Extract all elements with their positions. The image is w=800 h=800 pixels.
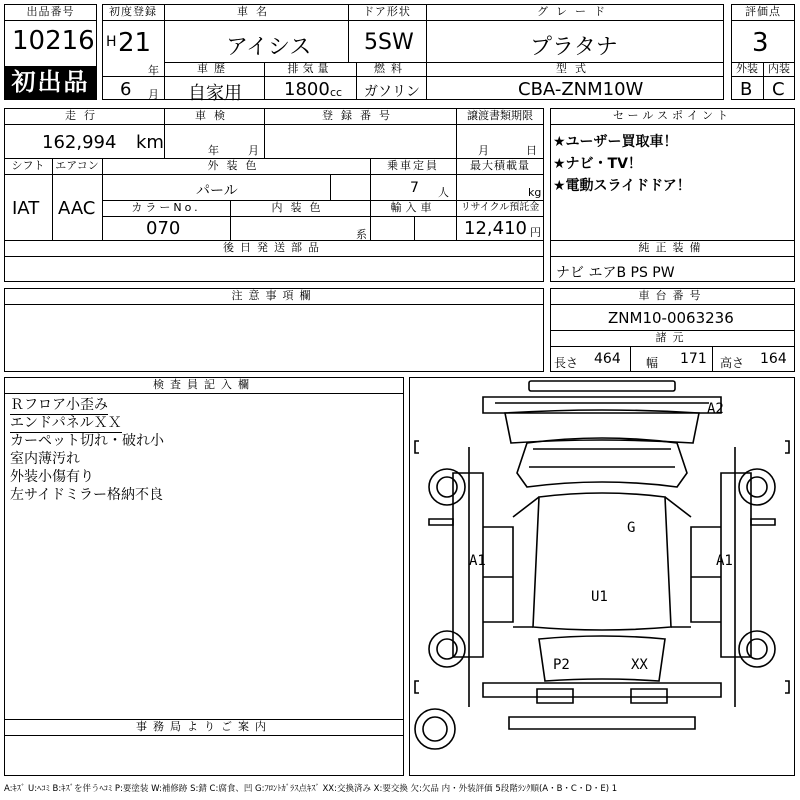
sales-item: ★ナビ・TV！ [553,156,642,172]
mark-xx: XX [631,657,648,673]
mark-a1-left: A1 [469,553,486,569]
ac-label: エアコン [55,159,99,172]
mark-p2: P2 [553,657,570,673]
mark-a2: A2 [707,401,724,417]
ext-score: B [740,79,753,100]
recycle-amount: 12,410 [464,218,527,239]
seats: 7 [410,180,419,196]
load-unit: kg [528,186,542,199]
seats-label: 乗車定員 [387,159,439,172]
era: H [106,34,117,50]
door-type: 5SW [364,30,414,55]
color: パール [196,183,238,199]
chassis-label: 車台番号 [638,289,707,302]
transfer-month: 月 [478,144,489,157]
reg-year: 21 [118,28,152,58]
fuel: ガソリン [364,84,420,100]
sales-item: ★電動スライドドア！ [553,178,691,194]
equipment-value: ナビ エアB PS PW [556,265,675,281]
length-label: 長さ [554,356,579,370]
mark-g: G [627,520,636,536]
first-listing-badge: 初出品 [5,66,96,99]
displacement: 1800 [284,79,330,100]
equipment-label: 純正装備 [638,241,707,254]
sales-label: セールスポイント [612,109,732,122]
km-unit: km [136,132,164,153]
mileage-label: 走行 [65,109,103,122]
first-reg-label: 初度登録 [109,5,157,18]
legend: A:ｷｽﾞ U:ﾍｺﾐ B:ｷｽﾞを伴うﾍｺﾐ P:要塗装 W:補修跡 S:錆 C:腐食、凹 G:ﾌﾛﾝﾄｶﾞﾗｽ点ｷｽﾞ XX:交換済み X:要交換 欠:欠品 内・外装評価 5段階ﾗﾝｸ順(A・B・C・D・E) 1 [4,784,618,794]
color-no-label: カラーNo. [131,201,201,214]
import-label: 輸入車 [390,201,436,214]
shift: IAT [12,198,40,219]
dims-label: 諸元 [655,331,690,344]
ext-label: 外装 [736,62,758,75]
history: 自家用 [188,83,242,104]
inspection-year-unit: 年 [208,144,219,157]
load-label: 最大積載量 [470,159,530,172]
car-diagram [409,377,795,776]
grade: プラタナ [530,35,618,60]
inspection-label: 車検 [195,109,233,122]
inspector-line: 左サイドミラー格納不良 [10,487,164,503]
car-name: アイシス [226,35,312,60]
shift-label: シフト [11,159,45,172]
inspector-line: カーペット切れ・破れ小 [10,433,164,449]
reg-no-label: 登録番号 [322,109,398,122]
inspector-line: 室内薄汚れ [10,451,80,467]
year-unit: 年 [148,64,159,77]
month-unit: 月 [148,88,159,101]
seats-unit: 人 [438,186,449,199]
door-label: ドア形状 [363,5,411,18]
score-label: 評価点 [745,5,781,18]
height-label: 高さ [720,356,745,370]
mileage: 162,994 [42,132,117,153]
displacement-label: 排気量 [287,62,333,75]
chassis-number: ZNM10-0063236 [608,309,734,327]
transfer-day: 日 [526,144,537,157]
width-label: 幅 [646,356,659,370]
int-score: C [772,79,785,100]
cc-unit: cc [330,86,343,99]
name-label: 車名 [237,5,275,18]
inspector-line: Ｒフロア小歪み [10,397,108,413]
fuel-label: 燃料 [374,62,408,75]
recycle-label: リサイクル預託金 [460,202,540,213]
transfer-label: 譲渡書類期限 [467,109,533,122]
inspector-line: 外装小傷有り [10,469,94,485]
yen-unit: 円 [530,226,541,239]
ac: AAC [58,198,96,219]
int-color-unit: 系 [356,228,367,241]
color-no: 070 [146,218,181,239]
int-color-label: 内装色 [271,201,329,214]
inspector-label: 検査員記入欄 [153,378,255,391]
int-label: 内装 [768,62,790,75]
notes-label: 注意事項欄 [231,289,317,302]
width: 171 [680,351,707,367]
inspector-line: エンドパネルＸＸ [10,415,122,431]
inspection-month-unit: 月 [248,144,259,157]
office-label: 事務局よりご案内 [136,720,272,733]
score: 3 [752,28,769,58]
mark-a1-right: A1 [716,553,733,569]
sales-item: ★ユーザー買取車！ [553,134,678,150]
height: 164 [760,351,787,367]
reg-month: 6 [120,79,132,100]
grade-label: グレード [537,5,613,18]
later-parts-label: 後日発送部品 [223,241,325,254]
model-code: CBA-ZNM10W [518,79,644,100]
lot-number: 10216 [12,26,95,56]
color-label: 外装色 [207,159,265,172]
length: 464 [594,351,621,367]
history-label: 車歴 [197,62,231,75]
model-label: 型式 [556,62,594,75]
mark-u1: U1 [591,589,608,605]
lot-label: 出品番号 [26,5,75,18]
